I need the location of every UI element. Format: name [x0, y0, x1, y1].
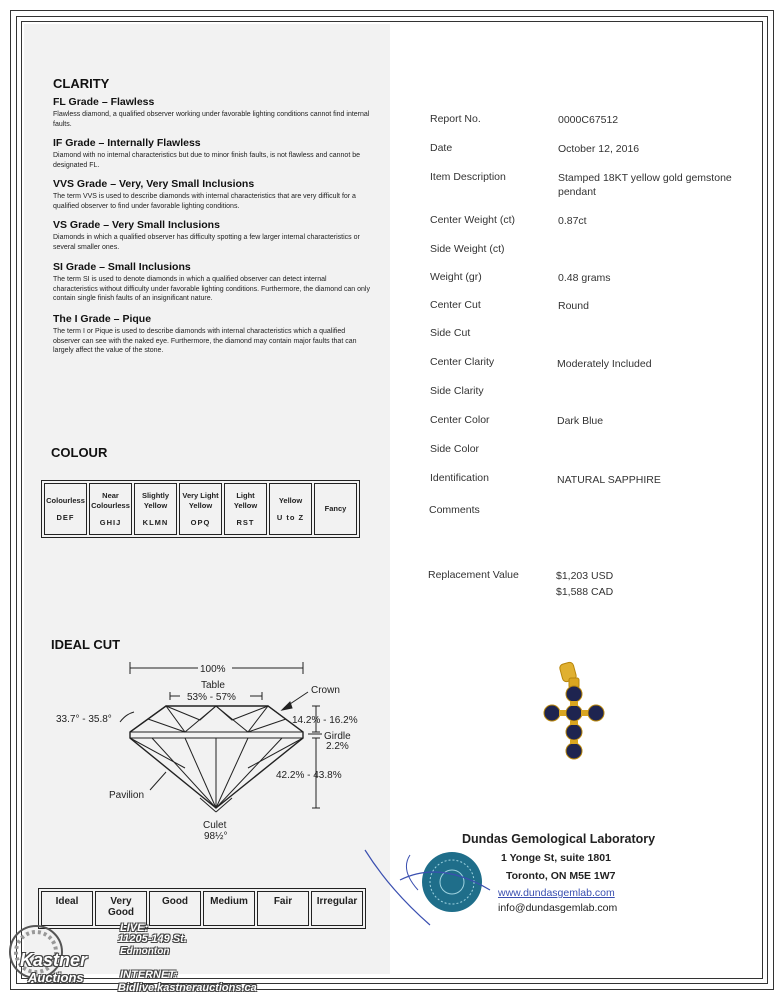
report-label: Center Weight (ct)	[430, 214, 515, 226]
report-value: October 12, 2016	[558, 143, 640, 155]
diagram-girdle-value: 2.2%	[326, 741, 349, 752]
watermark-brand-bottom: Auctions	[28, 970, 84, 985]
colour-cell: Very Light Yellow OPQ	[179, 483, 222, 535]
diagram-girdle-label: Girdle	[324, 731, 351, 742]
lab-website-link[interactable]: www.dundasgemlab.com	[498, 887, 615, 899]
grade-i	[53, 313, 373, 356]
colour-cell: Slightly Yellow KLMN	[134, 483, 177, 535]
diagram-crown-label: Crown	[311, 685, 340, 696]
report-label: Date	[430, 142, 453, 154]
report-value: Stamped 18KT yellow gold gemstone pendant	[558, 172, 732, 198]
report-label: Center Cut	[430, 299, 481, 311]
cut-grade-cell: Good	[149, 891, 201, 926]
report-label: Side Cut	[430, 327, 471, 339]
watermark-address: 11205-149 St.	[118, 933, 187, 945]
watermark-site: Bidlive.kastnerauctions.ca	[118, 982, 257, 994]
grade-heading: IF Grade – Internally Flawless	[53, 137, 201, 149]
watermark-brand-top: Kastner	[20, 950, 88, 970]
diamond-cut-diagram	[0, 650, 390, 850]
diagram-pavilion-label: Pavilion	[109, 790, 145, 801]
grade-text: Diamonds in which a qualified observer has difficulty spotting a few larger internal characteristics or several smaller ones.	[53, 234, 360, 251]
colour-cell: Yellow U to Z	[269, 483, 312, 535]
report-value: 0.87ct	[558, 215, 587, 227]
report-label: Side Color	[430, 443, 480, 455]
diagram-culet-label: Culet	[203, 820, 227, 831]
lab-email[interactable]: info@dundasgemlab.com	[498, 902, 618, 914]
diagram-culet-value: 98½°	[204, 831, 228, 842]
report-label: Side Weight (ct)	[430, 243, 505, 255]
pendant-image	[535, 660, 615, 765]
colour-cell: Light Yellow RST	[224, 483, 267, 535]
grade-heading: SI Grade – Small Inclusions	[53, 261, 191, 273]
colour-cell: Fancy	[314, 483, 357, 535]
diagram-crown-angle: 33.7° - 35.8°	[56, 714, 112, 725]
grade-heading: FL Grade – Flawless	[53, 96, 155, 108]
diagram-crown-height: 14.2% - 16.2%	[292, 715, 358, 726]
report-label: Identification	[430, 472, 489, 484]
cut-grade-cell: Irregular	[311, 891, 363, 926]
lab-seal	[360, 830, 500, 940]
grade-heading: The I Grade – Pique	[53, 313, 152, 325]
watermark-internet: INTERNET:	[120, 969, 178, 981]
cut-grade-cell: Fair	[257, 891, 309, 926]
grade-heading: VVS Grade – Very, Very Small Inclusions	[53, 178, 255, 190]
diagram-width-label: 100%	[200, 664, 226, 675]
clarity-title: CLARITY	[53, 76, 110, 91]
cut-grade-table	[38, 888, 366, 929]
lab-address-line2: Toronto, ON M5E 1W7	[506, 870, 616, 882]
replacement-label: Replacement Value	[428, 569, 519, 581]
report-label: Side Clarity	[430, 385, 484, 397]
cut-grade-cell: Medium	[203, 891, 255, 926]
report-value: Round	[558, 300, 589, 312]
grade-vs	[53, 219, 373, 252]
colour-title: COLOUR	[51, 445, 108, 460]
report-label: Center Color	[430, 414, 490, 426]
report-value: Dark Blue	[557, 415, 604, 427]
grade-text: The term SI is used to denote diamonds in which a qualified observer can detect internal characteristics without difficulty under favorable lighting conditions. Furthermore, the diamond can only contain single finish faults of an insignificant nature.	[53, 276, 370, 302]
grade-text: The term VVS is used to describe diamonds with internal characteristics that are very difficult for a qualified observer to find under favorable lighting conditions.	[53, 193, 356, 210]
colour-cell: Colourless DEF	[44, 483, 87, 535]
report-label: Report No.	[430, 113, 481, 125]
watermark-city: Edmonton	[120, 946, 170, 957]
report-value: Moderately Included	[557, 358, 652, 370]
grade-fl	[53, 96, 373, 129]
lab-address-line1: 1 Yonge St, suite 1801	[501, 852, 611, 864]
report-label: Comments	[429, 504, 480, 516]
cut-grade-cell: Ideal	[41, 891, 93, 926]
report-label: Center Clarity	[430, 356, 495, 368]
grade-text: Diamond with no internal characteristics but due to minor finish faults, is not flawless and cannot be designated FL.	[53, 152, 360, 169]
lab-name: Dundas Gemological Laboratory	[462, 832, 656, 846]
grade-text: Flawless diamond, a qualified observer working under favorable lighting conditions cannot find internal faults.	[53, 111, 370, 128]
replacement-usd: $1,203 USD	[556, 570, 614, 582]
diagram-table-range: 53% - 57%	[187, 692, 236, 703]
grade-if	[53, 137, 373, 170]
diagram-pavilion-depth: 42.2% - 43.8%	[276, 770, 342, 781]
colour-cell: Near Colourless GHIJ	[89, 483, 132, 535]
report-label: Item Description	[430, 171, 506, 183]
colour-scale-table	[41, 480, 360, 538]
grade-si	[53, 261, 373, 304]
grade-heading: VS Grade – Very Small Inclusions	[53, 219, 220, 231]
report-value: NATURAL SAPPHIRE	[557, 474, 661, 486]
watermark-live: LIVE:	[120, 922, 149, 934]
grade-vvs	[53, 178, 373, 211]
diagram-table-label: Table	[201, 680, 225, 691]
grade-text: The term I or Pique is used to describe diamonds with internal characteristics which a qualified observer can see with the naked eye. Furthermore, the diamond may contain major faults that can largely affect the value of the stone.	[53, 328, 357, 354]
report-value: 0000C67512	[558, 114, 619, 126]
replacement-cad: $1,588 CAD	[556, 586, 614, 598]
cut-grade-cell: Very Good	[95, 891, 147, 926]
report-label: Weight (gr)	[430, 271, 482, 283]
report-value: 0.48 grams	[558, 272, 611, 284]
ideal-cut-title: IDEAL CUT	[51, 637, 121, 652]
